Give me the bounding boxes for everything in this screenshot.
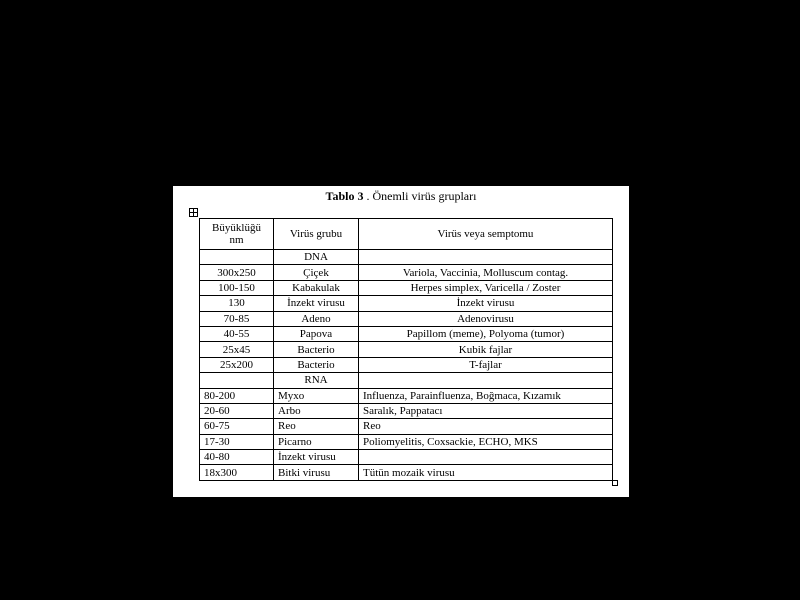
table-row [200,434,613,449]
table-resize-handle[interactable] [612,480,618,486]
group-empty-cell [200,373,274,388]
table-row [200,311,613,326]
cell-size: 300x250 [200,265,274,280]
cell-size: 25x45 [200,342,274,357]
cell-virus-group: İnzekt virusu [274,450,359,465]
cell-symptom: İnzekt virusu [359,296,613,311]
cell-symptom [359,450,613,465]
cell-symptom: Reo [359,419,613,434]
table-row [200,326,613,341]
cell-size: 40-55 [200,326,274,341]
cell-symptom: Variola, Vaccinia, Molluscum contag. [359,265,613,280]
cell-symptom: Adenovirusu [359,311,613,326]
group-empty-cell [359,250,613,265]
table-row [200,342,613,357]
cell-symptom: Herpes simplex, Varicella / Zoster [359,280,613,295]
document-page [173,186,629,497]
cell-virus-group: Arbo [274,403,359,418]
cell-size: 130 [200,296,274,311]
cell-size: 20-60 [200,403,274,418]
cell-virus-group: Picarno [274,434,359,449]
group-label: DNA [274,250,359,265]
table-move-handle-icon[interactable] [189,208,198,217]
group-empty-cell [359,373,613,388]
table-row [200,280,613,295]
cell-symptom: Tütün mozaik virusu [359,465,613,480]
virus-groups-table [199,218,613,481]
table-row [200,419,613,434]
cell-size: 40-80 [200,450,274,465]
header-size: Büyüklüğü nm [200,219,274,250]
cell-symptom: T-fajlar [359,357,613,372]
caption-text: . Önemli virüs grupları [363,189,477,203]
header-group: Virüs grubu [274,219,359,250]
cell-symptom: Poliomyelitis, Coxsackie, ECHO, MKS [359,434,613,449]
table-row [200,450,613,465]
header-symptom: Virüs veya semptomu [359,219,613,250]
cell-symptom: Papillom (meme), Polyoma (tumor) [359,326,613,341]
cell-virus-group: Reo [274,419,359,434]
table-header-row [200,219,613,250]
cell-virus-group: Papova [274,326,359,341]
table-row [200,357,613,372]
table-row [200,265,613,280]
cell-virus-group: Myxo [274,388,359,403]
cell-virus-group: Bitki virusu [274,465,359,480]
cell-symptom: Kubik fajlar [359,342,613,357]
group-row-dna [200,250,613,265]
table-caption [173,188,629,204]
cell-virus-group: Kabakulak [274,280,359,295]
cell-size: 17-30 [200,434,274,449]
cell-size: 70-85 [200,311,274,326]
cell-symptom: Saralık, Pappatacı [359,403,613,418]
cell-size: 80-200 [200,388,274,403]
group-empty-cell [200,250,274,265]
cell-size: 18x300 [200,465,274,480]
caption-number: Tablo 3 [325,189,364,203]
cell-size: 25x200 [200,357,274,372]
cell-size: 60-75 [200,419,274,434]
table-row [200,296,613,311]
table-row [200,403,613,418]
table-row [200,465,613,480]
cell-virus-group: Bacterio [274,357,359,372]
group-label: RNA [274,373,359,388]
cell-size: 100-150 [200,280,274,295]
table-row [200,388,613,403]
cell-virus-group: İnzekt virusu [274,296,359,311]
cell-symptom: Influenza, Parainfluenza, Boğmaca, Kızamık [359,388,613,403]
cell-virus-group: Adeno [274,311,359,326]
cell-virus-group: Çiçek [274,265,359,280]
group-row-rna [200,373,613,388]
cell-virus-group: Bacterio [274,342,359,357]
